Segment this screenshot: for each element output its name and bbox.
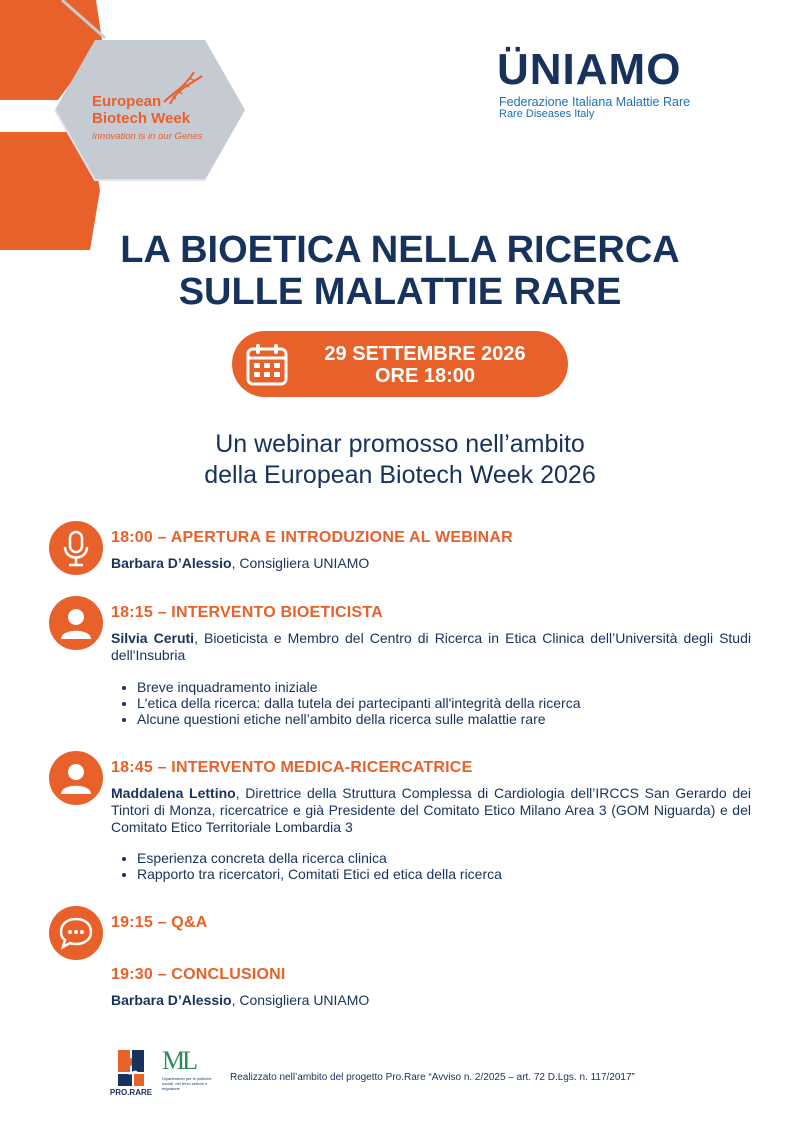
list-item: • L'etica della ricerca: dalla tutela dei partecipanti all'integrità della ricerca — [137, 695, 777, 711]
session-4-heading: 19:15 – Q&A — [111, 914, 208, 931]
ministry-logo — [162, 1048, 222, 1100]
session-1-heading: 18:00 – APERTURA E INTRODUZIONE AL WEBINAR — [111, 529, 513, 546]
session-2-speaker-role: , Bioeticista e Membro del Centro di Ricerca in Etica Clinica dell’Università degli Studi dell'Insubria — [111, 630, 751, 663]
microphone-icon — [49, 521, 103, 575]
session-1-speaker-name: Barbara D’Alessio — [111, 555, 232, 571]
session-2-speaker — [111, 630, 751, 664]
list-item: • Rapporto tra ricercatori, Comitati Etici ed etica della ricerca — [137, 866, 777, 882]
ministry-monogram: ML — [162, 1046, 195, 1075]
person-icon — [49, 751, 103, 805]
prorare-logo — [106, 1046, 156, 1096]
session-3-speaker-role: , Direttrice della Struttura Complessa di Cardiologia dell’IRCCS San Gerardo dei Tintori di Monza, ricercatrice e già Presidente del Comitato Etico Milano Area 3 (GOM Niguarda) e del Comitato Etico Territoriale Lombardia 3 — [111, 785, 752, 835]
session-2-topics — [111, 679, 777, 727]
session-5-speaker-role: , Consigliera UNIAMO — [231, 992, 370, 1008]
intro-line2: della European Biotech Week 2026 — [204, 461, 596, 489]
list-item: • Alcune questioni etiche nell’ambito della ricerca sulle malattie rare — [137, 711, 777, 727]
page-title-line2: SULLE MALATTIE RARE — [178, 271, 622, 313]
session-5-speaker — [111, 992, 751, 1009]
session-3-heading: 18:45 – INTERVENTO MEDICA-RICERCATRICE — [111, 759, 473, 776]
page-title-line1: LA BIOETICA NELLA RICERCA — [120, 229, 680, 271]
list-item: • Breve inquadramento iniziale — [137, 679, 777, 695]
uniamo-logo-subtitle2: Rare Diseases Italy — [499, 108, 595, 120]
list-item: • Esperienza concreta della ricerca clinica — [137, 850, 777, 866]
intro-line1: Un webinar promosso nell’ambito — [215, 430, 585, 458]
ebw-logo-line2: Biotech Week — [92, 110, 191, 127]
ebw-logo-tagline: Innovation is in our Genes — [92, 131, 203, 142]
session-5-heading: 19:30 – CONCLUSIONI — [111, 966, 286, 983]
session-2-speaker-name: Silvia Ceruti — [111, 630, 195, 646]
event-date-line1: 29 SETTEMBRE 2026 — [324, 343, 526, 365]
calendar-icon — [246, 342, 288, 386]
session-3-topics — [111, 850, 777, 882]
session-2-heading: 18:15 – INTERVENTO BIOETICISTA — [111, 604, 383, 621]
prorare-logo-label: PRO.RARE — [109, 1088, 153, 1096]
session-5-speaker-name: Barbara D’Alessio — [111, 992, 232, 1008]
ministry-text: Dipartimento per le politiche sociali, del terzo settore e migratorie — [162, 1076, 212, 1091]
session-1-speaker-role: , Consigliera UNIAMO — [231, 555, 370, 571]
session-3-speaker-name: Maddalena Lettino — [111, 785, 236, 801]
event-time: ORE 18:00 — [374, 365, 476, 387]
event-date — [300, 343, 550, 387]
chat-bubble-icon — [49, 906, 103, 960]
footer-note: Realizzato nell’ambito del progetto Pro.Rare “Avviso n. 2/2025 – art. 72 D.Lgs. n. 117/2017” — [230, 1072, 635, 1083]
session-1-speaker — [111, 555, 751, 572]
session-3-speaker — [111, 785, 751, 836]
ebw-logo — [92, 93, 252, 142]
uniamo-logo-name: ÜNIAMO — [497, 45, 682, 94]
person-icon — [49, 596, 103, 650]
uniamo-logo-subtitle1: Federazione Italiana Malattie Rare — [499, 95, 691, 109]
ebw-logo-line1: European — [92, 93, 162, 110]
